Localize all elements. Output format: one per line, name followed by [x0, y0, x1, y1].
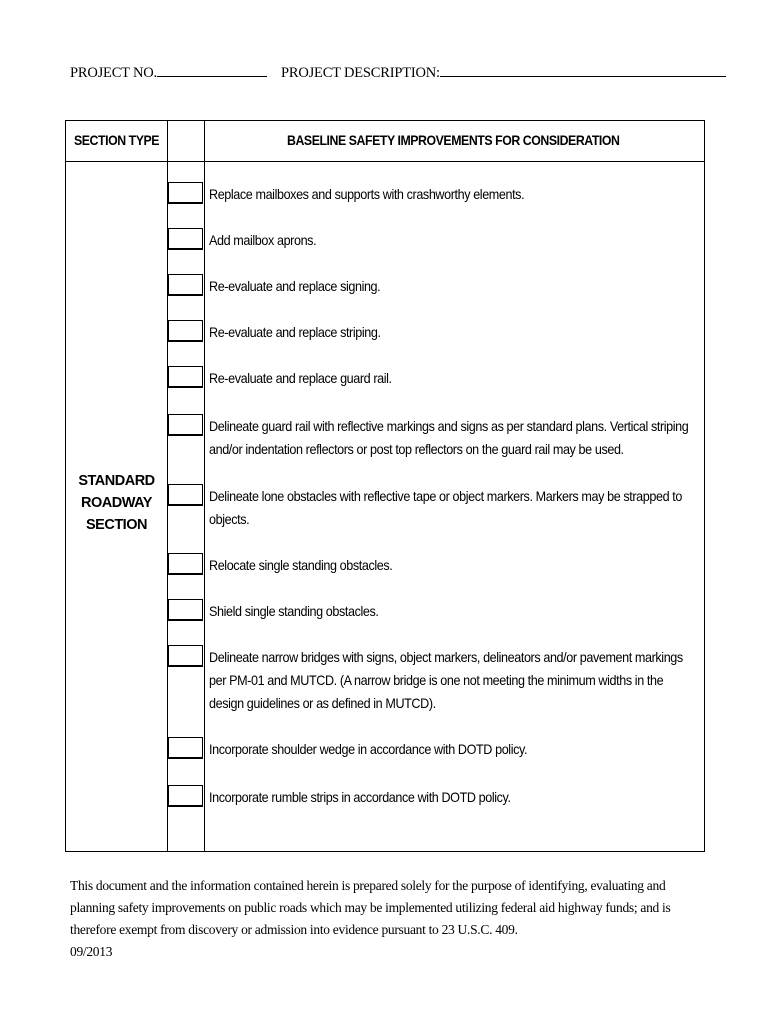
- improvement-text: Delineate lone obstacles with reflective tape or object markers. Markers may be strapped to objects.: [209, 488, 682, 527]
- improvement-checkbox[interactable]: [167, 645, 203, 667]
- column-divider: [204, 121, 205, 851]
- project-no-label: PROJECT NO.: [70, 65, 157, 81]
- improvement-checkbox[interactable]: [167, 484, 203, 506]
- improvement-checkbox[interactable]: [167, 599, 203, 621]
- improvement-text: Delineate guard rail with reflective markings and signs as per standard plans. Vertical striping and/or indentation reflectors or post top reflectors on the guard rail may be used.: [209, 418, 689, 457]
- improvement-text: Re-evaluate and replace signing.: [209, 278, 381, 294]
- header-divider: [66, 161, 704, 162]
- improvement-text: Incorporate shoulder wedge in accordance with DOTD policy.: [209, 741, 528, 757]
- improvement-checkbox[interactable]: [167, 553, 203, 575]
- section-label-line: STANDARD: [78, 473, 155, 489]
- project-description-label: PROJECT DESCRIPTION:: [281, 65, 440, 81]
- improvement-checkbox[interactable]: [167, 737, 203, 759]
- section-type-header: SECTION TYPE: [74, 132, 160, 148]
- improvements-header: BASELINE SAFETY IMPROVEMENTS FOR CONSIDERATION: [287, 132, 620, 148]
- project-no-blank[interactable]: [157, 62, 267, 77]
- improvement-checkbox[interactable]: [167, 274, 203, 296]
- section-type-label: [66, 470, 167, 536]
- improvement-checkbox[interactable]: [167, 785, 203, 807]
- improvement-checkbox[interactable]: [167, 228, 203, 250]
- improvement-text: Add mailbox aprons.: [209, 232, 317, 248]
- section-label-line: ROADWAY: [81, 495, 152, 511]
- improvement-text: Re-evaluate and replace striping.: [209, 324, 381, 340]
- improvement-text: Incorporate rumble strips in accordance with DOTD policy.: [209, 789, 511, 805]
- improvement-checkbox[interactable]: [167, 320, 203, 342]
- disclaimer-block: [70, 875, 710, 963]
- improvement-checkbox[interactable]: [167, 182, 203, 204]
- improvement-text: Re-evaluate and replace guard rail.: [209, 370, 392, 386]
- improvement-text: Relocate single standing obstacles.: [209, 557, 393, 573]
- improvement-checkbox[interactable]: [167, 414, 203, 436]
- section-label-line: SECTION: [86, 517, 147, 533]
- improvement-text: Replace mailboxes and supports with crashworthy elements.: [209, 186, 525, 202]
- project-no-field: [70, 62, 267, 82]
- improvement-checkbox[interactable]: [167, 366, 203, 388]
- improvements-table: [65, 120, 705, 852]
- revision-date: 09/2013: [70, 944, 113, 959]
- improvement-text: Shield single standing obstacles.: [209, 603, 379, 619]
- disclaimer-text: This document and the information contained herein is prepared solely for the purpose of identifying, evaluating and planning safety improvements on public roads which may be implemented utilizing federal aid highway funds; and is therefore exempt from discovery or admission into evidence pursuant to 23 U.S.C. 409.: [70, 878, 671, 937]
- improvement-text: Delineate narrow bridges with signs, object markers, delineators and/or pavement markings per PM-01 and MUTCD. (A narrow bridge is one not meeting the minimum widths in the design guidelines or as defined in MUTCD).: [209, 649, 683, 711]
- project-description-blank[interactable]: [440, 62, 726, 77]
- project-description-field: [281, 62, 726, 82]
